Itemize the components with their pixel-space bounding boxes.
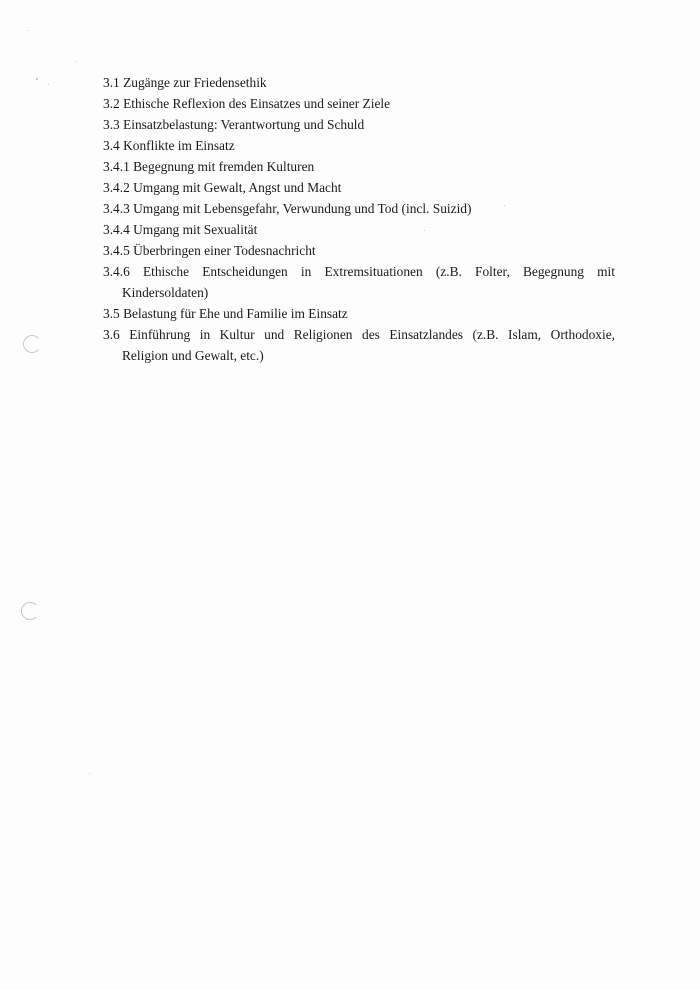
punch-hole-mark [21,602,39,620]
toc-entry-3-3: 3.3 Einsatzbelastung: Verantwortung und Schuld [103,117,365,132]
toc-entry-3-4-4: 3.4.4 Umgang mit Sexualität [103,222,258,237]
scan-speck [27,30,28,31]
toc-entry-3-6: 3.6 Einführung in Kultur und Religionen des Einsatzlandes (z.B. Islam, Orthodoxie, [103,327,615,342]
toc-entry-3-4-2: 3.4.2 Umgang mit Gewalt, Angst und Macht [103,180,342,195]
toc-entry-3-4-6: 3.4.6 Ethische Entscheidungen in Extremsituationen (z.B. Folter, Begegnung mit [103,264,615,279]
scan-speck [89,773,90,774]
toc-entry-3-4-6-continuation: Kindersoldaten) [122,285,209,300]
toc-entry-3-4: 3.4 Konflikte im Einsatz [103,138,235,153]
scan-speck [48,84,49,85]
toc-entry-3-4-5: 3.4.5 Überbringen einer Todesnachricht [103,243,316,258]
table-of-contents [103,72,615,366]
toc-entry-3-2: 3.2 Ethische Reflexion des Einsatzes und seiner Ziele [103,96,391,111]
punch-hole-mark [23,335,41,353]
scan-speck [36,78,38,80]
toc-entry-3-4-1: 3.4.1 Begegnung mit fremden Kulturen [103,159,315,174]
scan-speck [75,61,76,62]
toc-entry-3-6-continuation: Religion und Gewalt, etc.) [122,348,264,363]
toc-entry-3-5: 3.5 Belastung für Ehe und Familie im Einsatz [103,306,348,321]
toc-entry-3-1: 3.1 Zugänge zur Friedensethik [103,75,267,90]
toc-entry-3-4-3: 3.4.3 Umgang mit Lebensgefahr, Verwundung und Tod (incl. Suizid) [103,201,472,216]
